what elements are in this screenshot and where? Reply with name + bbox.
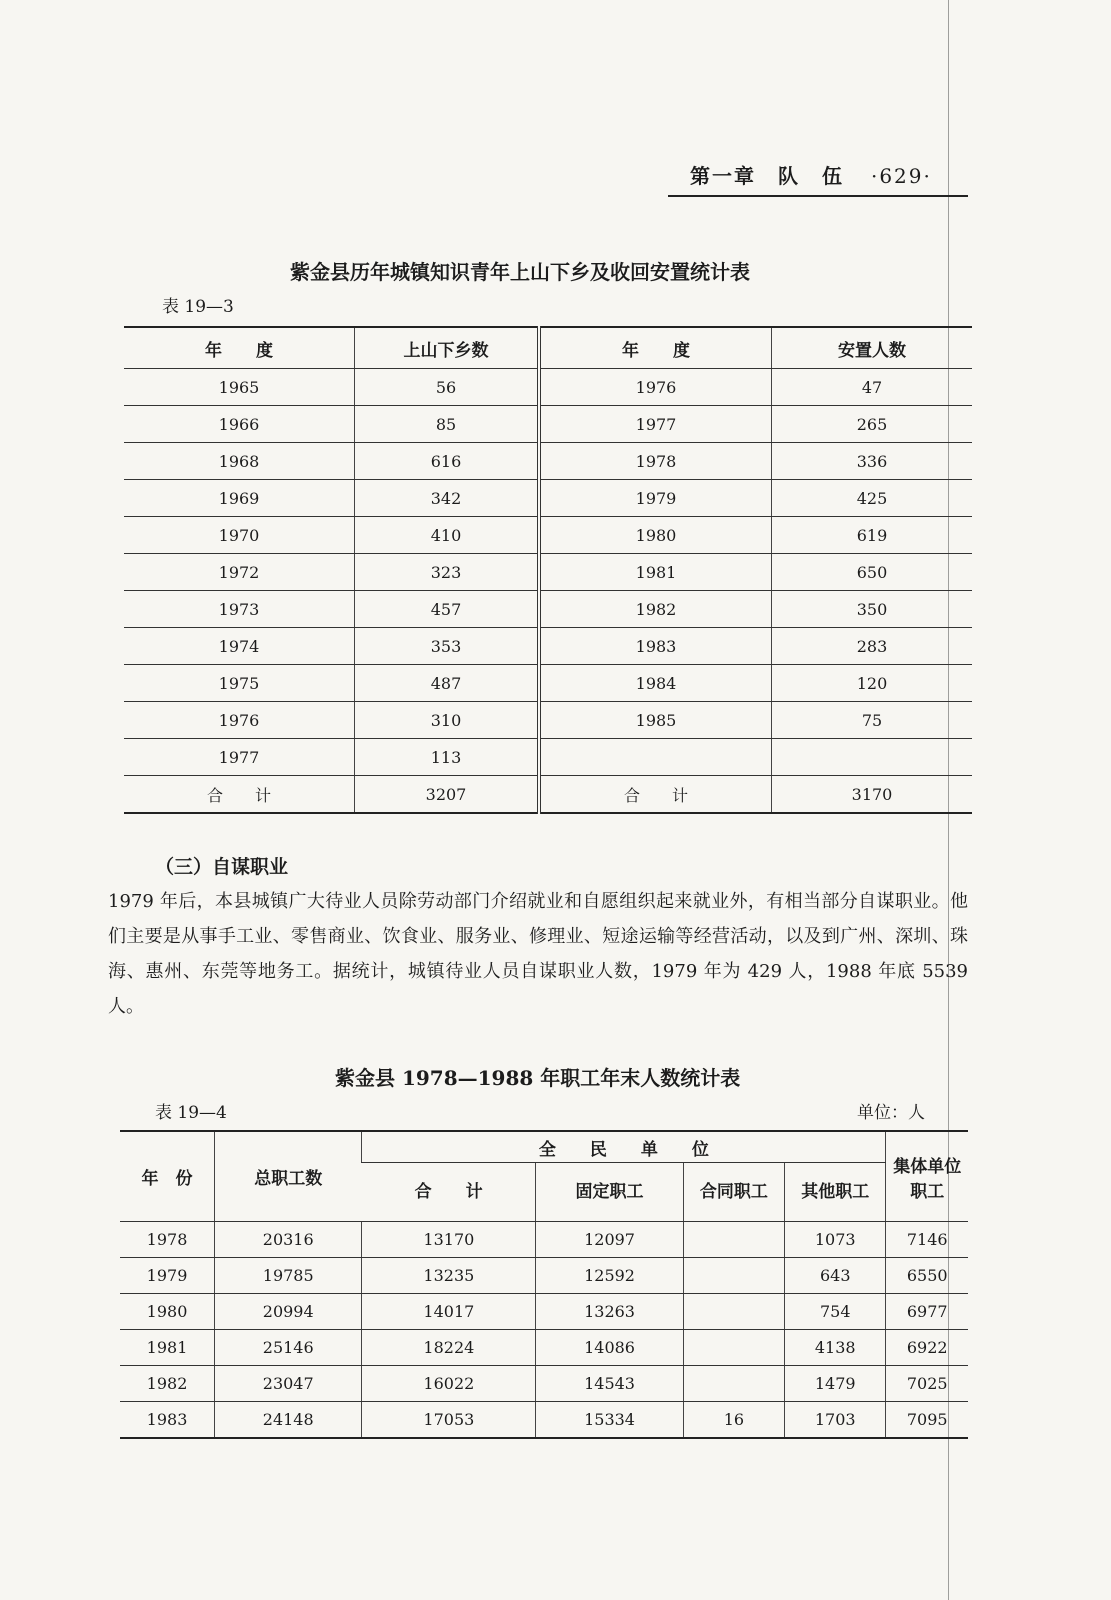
col-header-sent-down: 上山下乡数 [355, 327, 540, 369]
table-cell: 1982 [120, 1366, 215, 1402]
table-cell: 1479 [785, 1366, 886, 1402]
table-cell: 342 [355, 480, 540, 517]
table-cell: 1968 [124, 443, 355, 480]
table-cell: 336 [772, 443, 973, 480]
table-cell: 457 [355, 591, 540, 628]
table-cell: 410 [355, 517, 540, 554]
table2-caption: 表 19—4 [155, 1103, 227, 1123]
table-cell: 1981 [120, 1330, 215, 1366]
table-cell: 13263 [536, 1294, 683, 1330]
body-paragraph: 1979 年后，本县城镇广大待业人员除劳动部门介绍就业和自愿组织起来就业外，有相当部分自谋职业。他们主要是从事手工业、零售商业、饮食业、服务业、修理业、短途运输等经营活动，以及到广州、深圳、珠海、惠州、东莞等地务工。据统计，城镇待业人员自谋职业人数，1979 年为 429 人，1988 年底 5539 人。 [108, 891, 968, 1017]
table-cell: 13235 [362, 1258, 536, 1294]
table-cell: 13170 [362, 1222, 536, 1258]
table-row [120, 1402, 968, 1439]
table-cell: 1982 [539, 591, 772, 628]
table-row [120, 1222, 968, 1258]
total-sent-down: 3207 [355, 776, 540, 814]
table-cell: 619 [772, 517, 973, 554]
col-header-year: 年 度 [124, 327, 355, 369]
table-cell: 20316 [215, 1222, 362, 1258]
table-cell: 1980 [539, 517, 772, 554]
table-cell: 616 [355, 443, 540, 480]
table-cell [539, 739, 772, 776]
table2-title: 紫金县 1978—1988 年职工年末人数统计表 [335, 1066, 741, 1090]
table-cell: 643 [785, 1258, 886, 1294]
table-row [124, 628, 972, 665]
table-cell: 17053 [362, 1402, 536, 1439]
col-header-resettled: 安置人数 [772, 327, 973, 369]
table-cell: 25146 [215, 1330, 362, 1366]
table-cell [683, 1366, 784, 1402]
table-row [124, 443, 972, 480]
table-cell: 283 [772, 628, 973, 665]
table-cell: 1978 [539, 443, 772, 480]
table-cell: 1980 [120, 1294, 215, 1330]
header-rule [668, 195, 968, 197]
col-header-total: 总职工数 [215, 1131, 362, 1222]
table-cell [683, 1222, 784, 1258]
table-cell: 1983 [539, 628, 772, 665]
running-header [690, 160, 950, 189]
table-cell: 75 [772, 702, 973, 739]
table-cell: 1984 [539, 665, 772, 702]
table-cell: 6550 [886, 1258, 968, 1294]
table-cell [772, 739, 973, 776]
table-cell [683, 1294, 784, 1330]
table-row [124, 406, 972, 443]
col-header-fixed: 固定职工 [536, 1163, 683, 1222]
table-cell: 7025 [886, 1366, 968, 1402]
table-19-4 [120, 1130, 968, 1439]
table-cell: 1979 [120, 1258, 215, 1294]
table-cell: 1703 [785, 1402, 886, 1439]
col-header-contract: 合同职工 [683, 1163, 784, 1222]
table-row [120, 1258, 968, 1294]
table-cell: 1970 [124, 517, 355, 554]
table-cell: 425 [772, 480, 973, 517]
table-row [120, 1294, 968, 1330]
table-cell: 353 [355, 628, 540, 665]
table-header-row [120, 1131, 968, 1163]
table-cell: 323 [355, 554, 540, 591]
table-cell: 12592 [536, 1258, 683, 1294]
table-row [124, 702, 972, 739]
table-cell: 1073 [785, 1222, 886, 1258]
table-cell: 120 [772, 665, 973, 702]
table-cell: 14017 [362, 1294, 536, 1330]
table-row [124, 665, 972, 702]
table-cell: 650 [772, 554, 973, 591]
table-cell: 1976 [124, 702, 355, 739]
total-label: 合 计 [124, 776, 355, 814]
table-cell: 754 [785, 1294, 886, 1330]
table-cell: 1976 [539, 369, 772, 406]
col-header-year: 年 份 [120, 1131, 215, 1222]
table-cell: 16022 [362, 1366, 536, 1402]
table-row [124, 517, 972, 554]
table-cell: 16 [683, 1402, 784, 1439]
table-cell: 6922 [886, 1330, 968, 1366]
total-label: 合 计 [539, 776, 772, 814]
table-cell: 47 [772, 369, 973, 406]
total-resettled: 3170 [772, 776, 973, 814]
table-cell: 487 [355, 665, 540, 702]
table-cell: 1983 [120, 1402, 215, 1439]
table-header-row [124, 327, 972, 369]
table2-unit: 单位：人 [857, 1103, 925, 1123]
table-cell: 350 [772, 591, 973, 628]
table-cell [683, 1258, 784, 1294]
table-cell: 1974 [124, 628, 355, 665]
table-row [120, 1366, 968, 1402]
table1-title: 紫金县历年城镇知识青年上山下乡及收回安置统计表 [290, 260, 750, 284]
col-header-other: 其他职工 [785, 1163, 886, 1222]
table-cell: 56 [355, 369, 540, 406]
table-cell: 1973 [124, 591, 355, 628]
table-cell: 1977 [124, 739, 355, 776]
chapter-title: 第一章 队 伍 [690, 164, 844, 188]
table-cell: 12097 [536, 1222, 683, 1258]
table-cell: 23047 [215, 1366, 362, 1402]
section-heading: （三）自谋职业 [155, 856, 289, 878]
table-row [124, 739, 972, 776]
table-cell: 15334 [536, 1402, 683, 1439]
table-cell: 1975 [124, 665, 355, 702]
table-cell: 6977 [886, 1294, 968, 1330]
table-cell: 1977 [539, 406, 772, 443]
table-cell: 265 [772, 406, 973, 443]
table-row [124, 369, 972, 406]
table1-caption: 表 19—3 [162, 297, 234, 317]
table-cell: 1981 [539, 554, 772, 591]
table-cell: 1969 [124, 480, 355, 517]
table-cell: 24148 [215, 1402, 362, 1439]
table-cell: 4138 [785, 1330, 886, 1366]
table-cell: 1972 [124, 554, 355, 591]
page-number: ·629· [870, 164, 932, 188]
table-19-3 [124, 326, 972, 814]
table-cell: 1979 [539, 480, 772, 517]
table-cell: 1985 [539, 702, 772, 739]
table-cell: 1966 [124, 406, 355, 443]
table-cell: 20994 [215, 1294, 362, 1330]
table-cell: 14086 [536, 1330, 683, 1366]
table-cell: 85 [355, 406, 540, 443]
table-cell: 310 [355, 702, 540, 739]
col-header-collective: 集体单位职工 [886, 1131, 968, 1222]
table-cell: 113 [355, 739, 540, 776]
table-cell: 18224 [362, 1330, 536, 1366]
col-header-sum: 合 计 [362, 1163, 536, 1222]
table-cell: 19785 [215, 1258, 362, 1294]
table-row [124, 554, 972, 591]
table-cell: 14543 [536, 1366, 683, 1402]
table-cell: 1978 [120, 1222, 215, 1258]
table-cell: 1965 [124, 369, 355, 406]
col-header-year: 年 度 [539, 327, 772, 369]
table-row [120, 1330, 968, 1366]
col-header-public-units: 全 民 单 位 [362, 1131, 886, 1163]
table-row [124, 480, 972, 517]
table-cell: 7146 [886, 1222, 968, 1258]
table-row [124, 591, 972, 628]
table-cell: 7095 [886, 1402, 968, 1439]
table-cell [683, 1330, 784, 1366]
table-total-row [124, 776, 972, 814]
